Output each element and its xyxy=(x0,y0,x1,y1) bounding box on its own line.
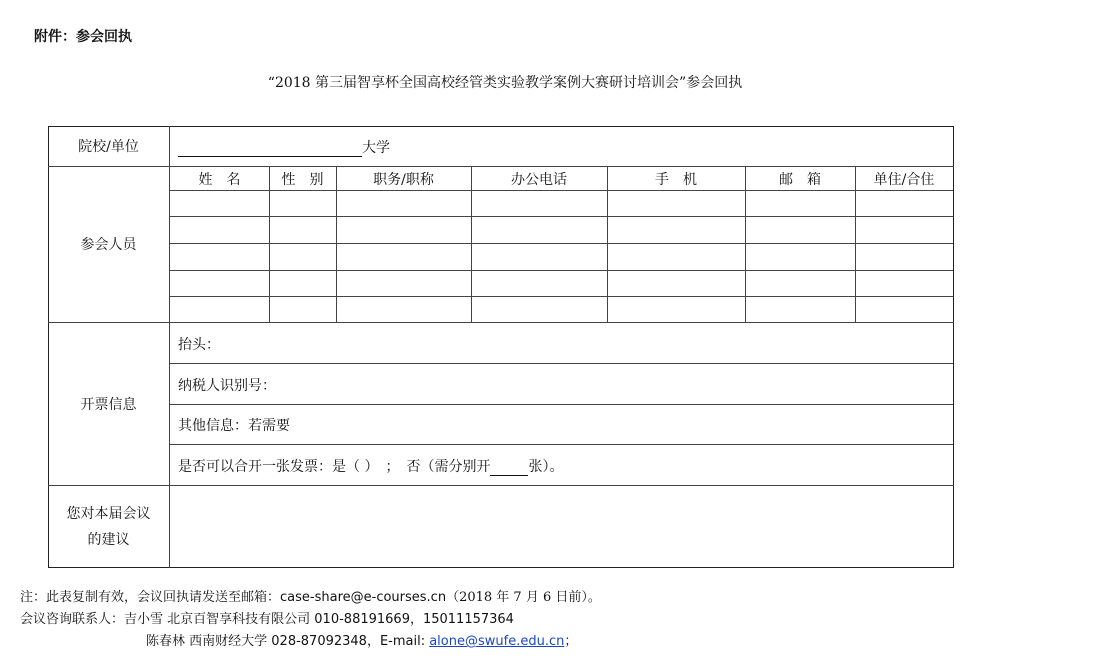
invoice-other-field[interactable]: 其他信息：若需要 xyxy=(178,418,290,434)
footer-note-prefix: 注：此表复制有效，会议回执请发送至邮箱： xyxy=(20,590,281,605)
contact2-email-link[interactable]: alone@swufe.edu.cn xyxy=(429,634,565,649)
grid-row-divider xyxy=(170,216,953,217)
footer-note-email[interactable]: case-share@e-courses.cn xyxy=(280,590,447,605)
col-name: 姓 名 xyxy=(198,172,241,188)
invoice-row-divider xyxy=(170,404,953,405)
footer-contact-2 xyxy=(146,630,577,649)
invoice-row-divider xyxy=(170,363,953,364)
contact2-name: 陈春林 西南财经大学 xyxy=(146,634,268,649)
col-position: 职务/职称 xyxy=(373,172,434,188)
col-mobile: 手 机 xyxy=(655,172,697,188)
school-label: 院校/单位 xyxy=(78,139,139,155)
contact2-end: ； xyxy=(564,634,578,649)
invoice-merge-prefix: 是否可以合开一张发票：是（ ） ； 否（需分别开 xyxy=(178,459,491,475)
grid-row-divider xyxy=(170,243,953,244)
divider-attendees xyxy=(48,322,954,323)
col-gender: 性 别 xyxy=(281,172,324,188)
invoice-tax-id-field[interactable]: 纳税人识别号： xyxy=(178,378,276,394)
footer-contact-label: 会议咨询联系人： xyxy=(20,612,125,627)
invoice-count-blank[interactable] xyxy=(490,461,528,476)
form-title: “2018 第三届智享杯全国高校经管类实验教学案例大赛研讨培训会”参会回执 xyxy=(267,75,743,91)
suggestion-label-line2: 的建议 xyxy=(87,531,130,548)
col-email: 邮 箱 xyxy=(779,172,821,188)
school-field[interactable] xyxy=(178,137,390,157)
invoice-label: 开票信息 xyxy=(80,396,137,413)
footer-contact-1 xyxy=(20,608,514,627)
school-suffix: 大学 xyxy=(362,140,390,156)
divider-school xyxy=(48,166,954,167)
school-blank[interactable] xyxy=(178,139,362,157)
contact1-phone: 010-88191669，15011157364 xyxy=(310,612,514,627)
footer-note xyxy=(20,586,601,605)
grid-header-divider xyxy=(170,190,953,191)
attendees-label: 参会人员 xyxy=(80,237,137,253)
suggestion-label-line1: 您对本届会议 xyxy=(66,505,151,522)
suggestion-field[interactable] xyxy=(170,486,953,567)
grid-row-divider xyxy=(170,270,953,271)
attachment-label: 附件：参会回执 xyxy=(34,29,132,45)
col-room: 单住/合住 xyxy=(873,172,935,188)
grid-row-divider xyxy=(170,296,953,297)
suggestion-label xyxy=(48,485,169,568)
invoice-merge-suffix: 张）。 xyxy=(528,459,564,475)
col-office-phone: 办公电话 xyxy=(511,172,567,188)
contact1-name: 吉小雪 北京百智享科技有限公司 xyxy=(124,612,311,627)
contact2-phone: 028-87092348，E-mail: xyxy=(267,634,430,649)
invoice-row-divider xyxy=(170,444,953,445)
invoice-title-field[interactable]: 抬头： xyxy=(178,337,220,353)
invoice-merge-field[interactable] xyxy=(178,456,563,476)
footer-note-suffix: （2018 年 7 月 6 日前）。 xyxy=(446,590,601,605)
